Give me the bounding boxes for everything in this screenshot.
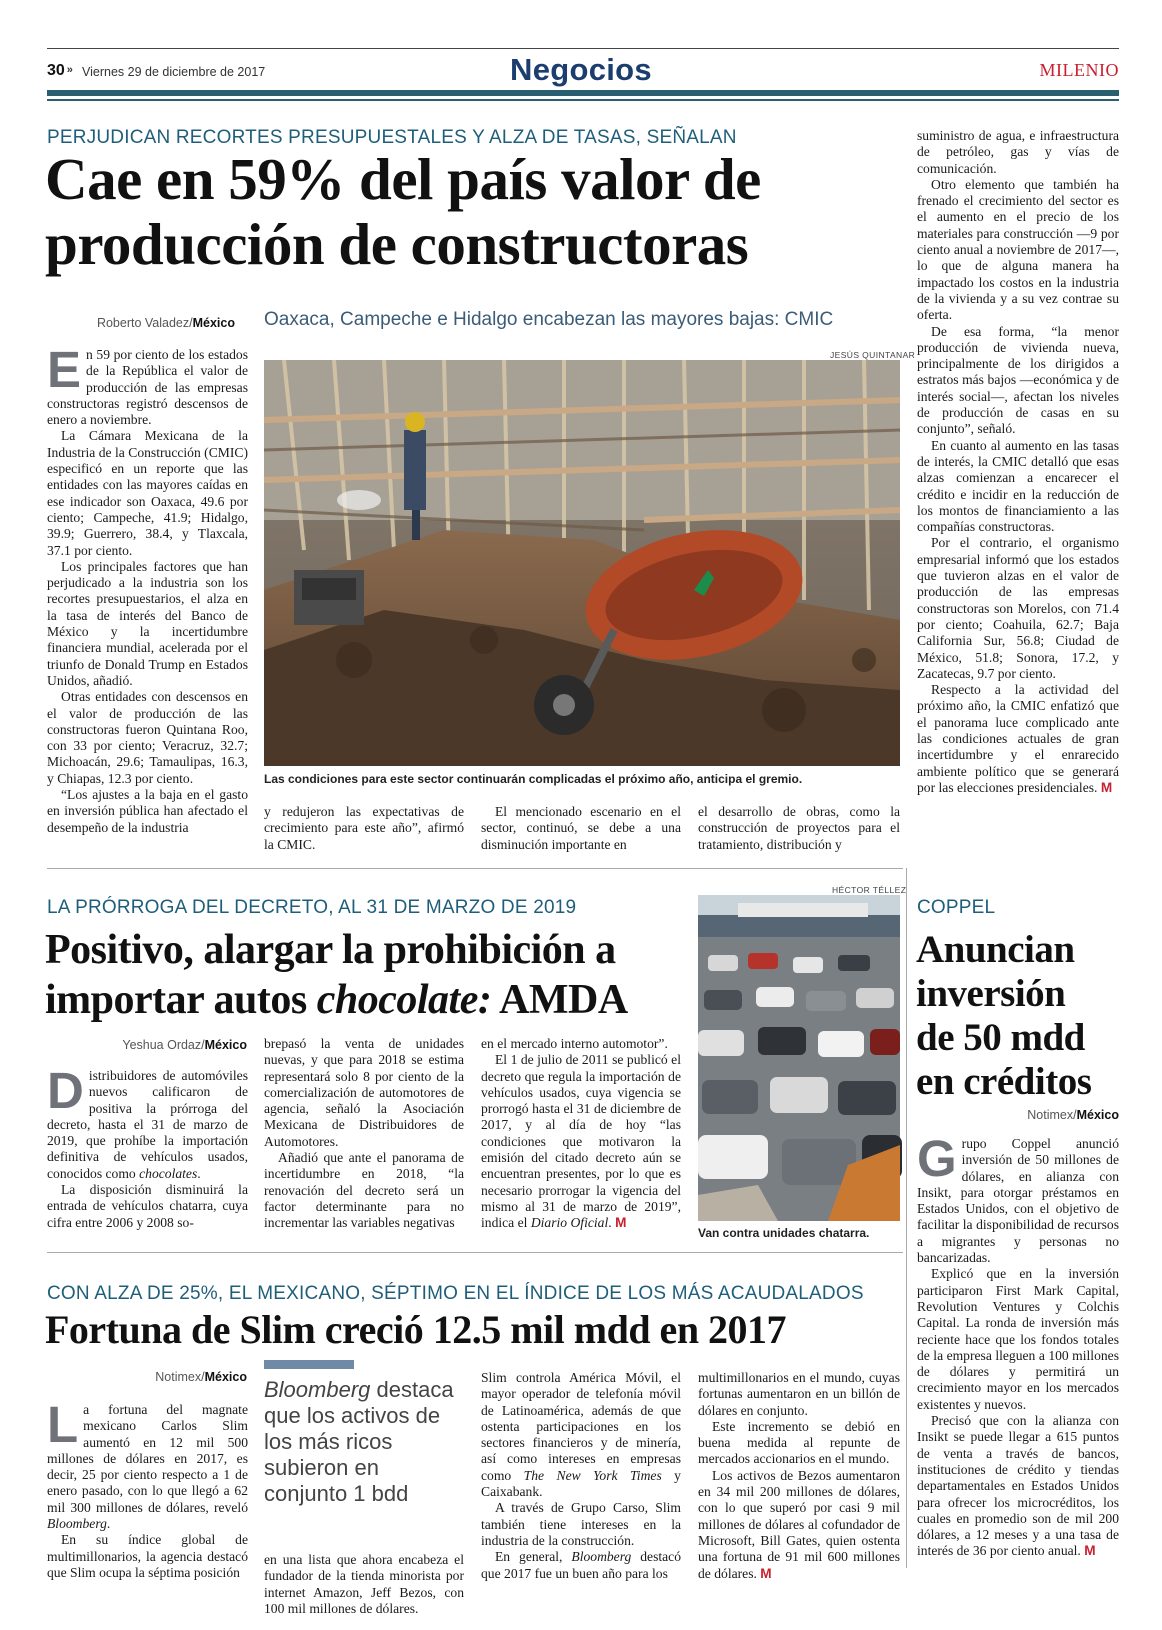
header-bar xyxy=(47,90,1119,96)
article4-column-1: La fortuna del magnate mexicano Carlos Slim aumentó en 12 mil 500 millones de dólares en 2017, es decir, 25 por ciento respecto a 1 de enero pasado, con lo que llegó a 62 mil 300 millones de dólares, reveló Bloomberg. En su índice global de multimillonarios, la agencia destacó que Slim ocupa la séptima posición xyxy=(47,1396,248,1580)
article1-column-1 xyxy=(47,341,248,852)
section-title: Negocios xyxy=(510,52,652,87)
article1-headline xyxy=(45,147,905,277)
article1-paragraph-2: La Cámara Mexicana de la Industria de la Construcción (CMIC) especificó en un reporte que las entidades con las mayores caídas en ese indicador son Oaxaca, 49.6 por ciento; Campeche, 41.9; Hidalgo, 39.9; Guerrero, 38.4, y Tlaxcala, 37.1 por ciento. xyxy=(47,428,248,558)
brand-logo: MILENIO xyxy=(1039,60,1119,80)
pullquote-rule xyxy=(264,1360,354,1369)
traffic-photo-illustration xyxy=(698,895,900,1221)
page-number: 30 » xyxy=(47,62,73,79)
column-divider-vertical xyxy=(906,868,907,1568)
article1-column-2: y redujeron las expectativas de crecimiento para este año”, afirmó la CMIC. xyxy=(264,804,464,852)
article2-column-1: Distribuidores de automóviles nuevos calificaron de positiva la prórroga del decreto, hasta el 31 de marzo de 2019, que prohíbe la importación definitiva de vehículos usados, conocidos como chocolates. La disposición disminuirá la entrada de vehículos chatarra, cuya cifra entre 2006 y 2008 so- xyxy=(47,1062,248,1230)
article1-subhead: Oaxaca, Campeche e Hidalgo encabezan las mayores bajas: CMIC xyxy=(264,309,834,330)
article2-photo-caption: Van contra unidades chatarra. xyxy=(698,1226,870,1240)
masthead-top-rule xyxy=(47,48,1119,49)
article1-photo-credit: JESÚS QUINTANAR xyxy=(830,350,916,360)
drop-cap: D xyxy=(47,1062,84,1119)
article3-body: Grupo Coppel anunció inversión de 50 millones de dólares, en alianza con Insikt, para otorgar préstamos en Estados Unidos, con el objetivo de facilitar la disponibilidad de recursos a migrantes y personas no bancarizadas. Explicó que en la inversión participaron First Mark Capital, Revolution Ventures y Colchis Capital. La ronda de inversión más reciente hace que los fondos totales de la empresa lleguen a 100 millones de dólares y permitirá un crecimiento mayor en los mercados existentes y nuevos. Precisó que con la alianza con Insikt se puede llegar a 615 puntos de venta a través de bancos, instituciones de crédito y tiendas departamentales en Estados Unidos para ofrecer los microcréditos, los cuales en promedio son de mil 200 dólares, a 12 meses y a una tasa de interés de 36 por ciento anual. M xyxy=(917,1130,1119,1559)
article4-column-2: en una lista que ahora encabeza el fundador de la tienda minorista por internet Amazon, Jeff Bezos, con 100 mil millones de dólares. xyxy=(264,1552,464,1616)
article1-byline: Roberto Valadez/México xyxy=(96,316,235,330)
construction-photo-illustration xyxy=(264,360,900,766)
article4-column-4: multimillonarios en el mundo, cuyas fortunas aumentaron en un billón de dólares en conjunto. Este incremento se debió en buena medida al repunte de mercados accionarios en el mundo. Los activos de Bezos aumentaron en 34 mil 200 millones de dólares, con lo que superó por casi 9 mil millones de dólares al cofundador de Microsoft, Bill Gates, quien ostenta una fortuna de 91 mil 600 millones de dólares. M xyxy=(698,1370,900,1581)
article1-paragraph-3: Los principales factores que han perjudicado a la industria son los recortes presupuestarios, el alza en la tasa de interés del Banco de México y la incertidumbre financiera mundial, acelerada por el triunfo de Donald Trump en Estados Unidos, añadió. xyxy=(47,558,248,688)
article1-column-4: el desarrollo de obras, como la construcción de proyectos para el tratamiento, distribución y xyxy=(698,804,900,852)
section-divider xyxy=(47,868,903,869)
article4-column-3: Slim controla América Móvil, el mayor operador de telefonía móvil de Latinoamérica, además de que ostenta participaciones en los sectores financieros y de minería, así como intereses en empresas como The New York Times y Caixabank. A través de Grupo Carso, Slim también tiene intereses en la industria de la construcción. En general, Bloomberg destacó que 2017 fue un buen año para los xyxy=(481,1370,681,1581)
article1-paragraph-4: Otras entidades con descensos en el valor de producción de las constructoras fueron Quintana Roo, con 33 por ciento; Veracruz, 32.7; Michoacán, 29.6; Tamaulipas, 16.3, y Chiapas, 12.3 por ciento. xyxy=(47,689,248,786)
article1-paragraph-5: “Los ajustes a la baja en el gasto en inversión pública han afectado el desempeño de la industria xyxy=(47,787,248,835)
article1-photo-caption: Las condiciones para este sector continuarán complicadas el próximo año, anticipa el gremio. xyxy=(264,772,803,786)
article2-photo xyxy=(698,895,900,1221)
article1-headline-line2: producción de constructoras xyxy=(45,211,749,277)
article4-pullquote: Bloomberg destaca que los activos de los más ricos subieron en conjunto 1 bdd xyxy=(264,1377,454,1506)
article1-paragraph-1: En 59 por ciento de los estados de la República el valor de producción de las empresas constructoras registró descensos de enero a noviembre. xyxy=(47,341,248,428)
article2-headline: Positivo, alargar la prohibición a importar autos chocolate: AMDA xyxy=(45,927,628,1023)
article2-kicker: LA PRÓRROGA DEL DECRETO, AL 31 DE MARZO DE 2019 xyxy=(47,897,577,918)
chevron-right-icon: » xyxy=(66,64,73,76)
article3-headline: Anuncian inversión de 50 mdd en créditos xyxy=(916,928,1092,1103)
article4-kicker: CON ALZA DE 25%, EL MEXICANO, SÉPTIMO EN EL ÍNDICE DE LOS MÁS ACAUDALADOS xyxy=(47,1283,864,1304)
milenio-end-mark-icon: M xyxy=(1084,1543,1096,1559)
article2-column-2: brepasó la venta de unidades nuevas, y que para 2018 se estima representará solo 8 por ciento de la comercialización de automotores de agencia, señaló la Asociación Mexicana de Distribuidores de Automotores. Añadió que ante el panorama de incertidumbre en 2018, “la renovación del decreto será un factor determinante para no incrementar las variables negativas xyxy=(264,1036,464,1231)
article1-kicker: PERJUDICAN RECORTES PRESUPUESTALES Y ALZA DE TASAS, SEÑALAN xyxy=(47,127,737,148)
milenio-end-mark-icon: M xyxy=(615,1215,627,1231)
section-divider xyxy=(47,1252,903,1253)
article1-headline-line1: Cae en 59% del país valor de xyxy=(45,146,761,212)
article3-byline: Notimex/México xyxy=(1027,1108,1119,1122)
drop-cap: E xyxy=(47,341,82,398)
article1-photo xyxy=(264,360,900,766)
milenio-end-mark-icon: M xyxy=(1100,779,1113,795)
article4-headline: Fortuna de Slim creció 12.5 mil mdd en 2017 xyxy=(45,1307,787,1352)
article2-byline: Yeshua Ordaz/México xyxy=(122,1038,247,1052)
article4-byline: Notimex/México xyxy=(155,1370,247,1384)
article2-photo-credit: HÉCTOR TÉLLEZ xyxy=(832,885,907,895)
issue-date: Viernes 29 de diciembre de 2017 xyxy=(82,65,266,79)
drop-cap: L xyxy=(47,1396,79,1453)
article2-column-3: en el mercado interno automotor”. El 1 de julio de 2011 se publicó el decreto que regula la importación de vehículos usados, cuya vigencia se prorrogó hasta el 31 de diciembre de 2017, y al día de hoy “las condiciones que motivaron la emisión del citado decreto aún se encuentran presentes, por lo que es necesario prorrogar la vigencia del mismo al 31 de marzo de 2019”, indica el Diario Oficial. M xyxy=(481,1036,681,1231)
article3-kicker: COPPEL xyxy=(917,897,996,918)
drop-cap: G xyxy=(917,1130,957,1187)
article1-column-3: El mencionado escenario en el sector, continuó, se debe a una disminución importante en xyxy=(481,804,681,852)
milenio-end-mark-icon: M xyxy=(760,1565,772,1581)
header-bar-thin xyxy=(47,99,1119,101)
article1-column-5: suministro de agua, e infraestructura de petróleo, gas y vías de comunicación. Otro elemento que también ha frenado el crecimiento del sector es el aumento en el precio de los materiales para construcción —9 por ciento anual a noviembre de 2017—, lo que de alguna manera ha impactado los costos en la industria de la vivienda y a su vez contrae su oferta. De esa forma, “la menor producción de vivienda nueva, principalmente de los dirigidos a estratos más bajos —económica y de interés social—, afectan los niveles de producción de casas en su conjunto”, señaló. En cuanto al aumento en las tasas de interés, la CMIC detalló que esas alzas comienzan a encarecer el crédito e incidir en la reducción de los montos de financiamiento a las compañías constructoras. Por el contrario, el organismo empresarial informó que los estados que tuvieron alzas en el valor de producción de las empresas constructoras son Morelos, con 71.4 por ciento; Coahuila, 62.7; Baja California Sur, 56.8; Ciudad de México, 51.8; Sonora, 17.2, y Zacatecas, 9.7 por ciento. Respecto a la actividad del próximo año, la CMIC enfatizó que el panorama luce complicado ante las condiciones actuales de gran incertidumbre y el enrarecido ambiente político que se generará por las elecciones presidenciales. M xyxy=(917,128,1119,795)
